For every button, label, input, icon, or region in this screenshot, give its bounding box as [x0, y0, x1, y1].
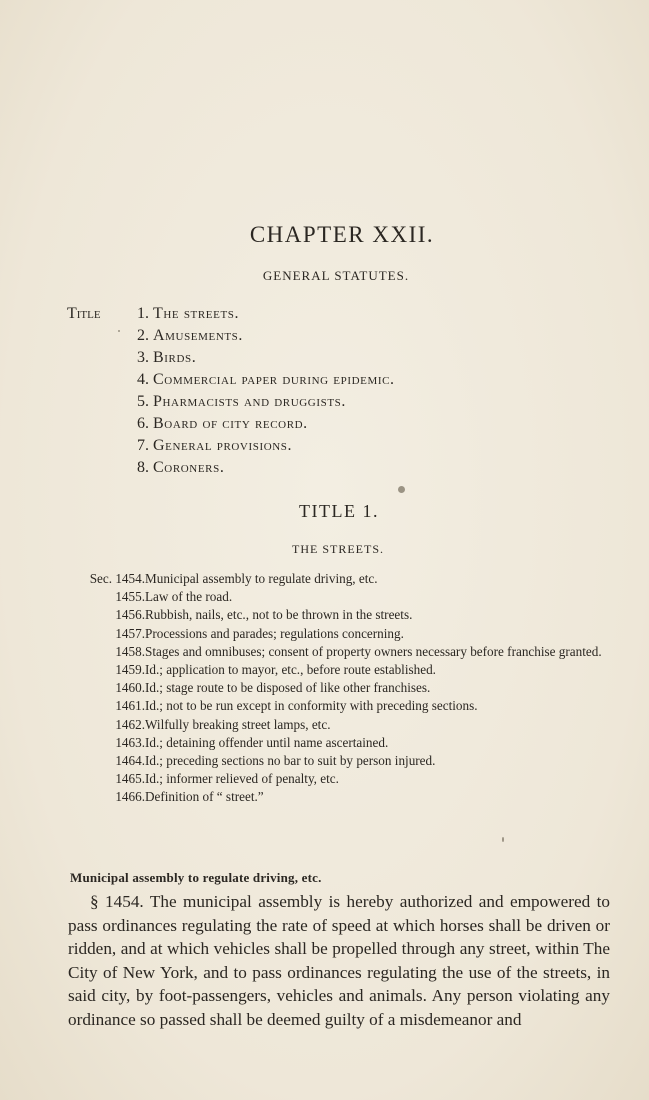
section-number: 1466. [115, 789, 145, 805]
title-number: 2. [137, 327, 149, 344]
section-row [68, 788, 613, 806]
title-number: 4. [137, 371, 149, 388]
section-title: Municipal assembly to regulate driving, etc. [145, 571, 378, 586]
title-subheading: THE STREETS. [292, 542, 384, 556]
title-label: Coroners. [153, 459, 225, 476]
section-number: 1464. [115, 753, 145, 769]
section-row [68, 770, 613, 788]
chapter-subtitle: GENERAL STATUTES. [262, 268, 410, 283]
section-row [68, 679, 613, 697]
section-row [68, 661, 613, 679]
section-number: 1455. [115, 589, 145, 605]
title-number: 6. [137, 415, 149, 432]
title-list-item [67, 393, 395, 415]
section-number: 1463. [115, 734, 145, 750]
title-list-item [67, 349, 395, 371]
section-row [68, 643, 613, 661]
section-title: Processions and parades; regulations concerning. [145, 625, 404, 641]
section-title: Id.; not to be run except in conformity with preceding sections. [145, 698, 478, 714]
ink-speck [398, 486, 405, 493]
section-number: 1459. [115, 662, 145, 678]
section-title: Id.; detaining offender until name ascertained. [145, 734, 389, 750]
section-row [68, 734, 613, 752]
section-row [68, 625, 613, 643]
body-paragraph: § 1454. The municipal assembly is hereby authorized and empowered to pass ordinances regulating the rate of speed at which horses shall be driven or ridden, and at which vehicles shall be propelled through any street, within The City of New York, and to pass ordinances regulating the use of the streets, in said city, by foot-passengers, vehicles and animals. Any person violating any ordinance so passed shall be deemed guilty of a misdemeanor and [68, 892, 610, 1029]
title-number: 8. [137, 459, 149, 476]
section-row [68, 716, 613, 734]
section-row [68, 588, 613, 606]
title-list-item [67, 437, 395, 459]
title-number: 1. [137, 305, 149, 322]
title-list-item [67, 371, 395, 393]
ink-speck [118, 330, 120, 332]
section-title: Law of the road. [145, 589, 233, 605]
section-row [68, 752, 613, 770]
section-row [68, 606, 613, 624]
chapter-title: CHAPTER XXII. [249, 222, 435, 247]
section-number: 1456. [115, 607, 145, 623]
section-number: 1465. [115, 771, 145, 787]
title-list-item [67, 327, 395, 349]
section-title: Wilfully breaking street lamps, etc. [145, 716, 331, 732]
section-title: Stages and omnibuses; consent of property owners necessary before franchise granted. [145, 643, 602, 659]
section-row [68, 570, 613, 588]
title-label: Pharmacists and druggists. [153, 393, 346, 410]
section-title: Id.; informer relieved of penalty, etc. [145, 771, 339, 787]
section-row [68, 697, 613, 715]
title-heading: TITLE 1. [299, 501, 379, 521]
section-number: 1462. [115, 716, 145, 732]
title-list-item [67, 305, 395, 327]
title-label: Commercial paper during epidemic. [153, 371, 395, 388]
section-number: 1460. [115, 680, 145, 696]
title-label: Amusements. [153, 327, 243, 344]
title-word: Title [67, 305, 101, 322]
title-number: 7. [137, 437, 149, 454]
section-side-heading: Municipal assembly to regulate driving, etc. [70, 870, 322, 885]
section-title: Definition of “ street.” [145, 789, 264, 805]
section-title: Id.; application to mayor, etc., before route established. [145, 662, 436, 678]
title-label: Board of city record. [153, 415, 308, 432]
title-label: General provisions. [153, 437, 293, 454]
section-number: 1457. [115, 625, 145, 641]
section-list [68, 570, 613, 807]
title-list-item [67, 459, 395, 481]
section-title: Id.; stage route to be disposed of like other franchises. [145, 680, 431, 696]
section-prefix: Sec. [89, 571, 113, 586]
ink-speck [502, 837, 504, 842]
title-number: 5. [137, 393, 149, 410]
title-label: The streets. [153, 305, 240, 322]
title-label: Birds. [153, 349, 197, 366]
title-number: 3. [137, 349, 149, 366]
section-number: 1461. [115, 698, 145, 714]
section-number: Sec. 1454. [89, 571, 145, 586]
title-list-item [67, 415, 395, 437]
section-number: 1458. [115, 643, 145, 659]
title-list [67, 305, 395, 481]
section-title: Id.; preceding sections no bar to suit by person injured. [145, 753, 436, 769]
section-title: Rubbish, nails, etc., not to be thrown in the streets. [145, 607, 413, 623]
